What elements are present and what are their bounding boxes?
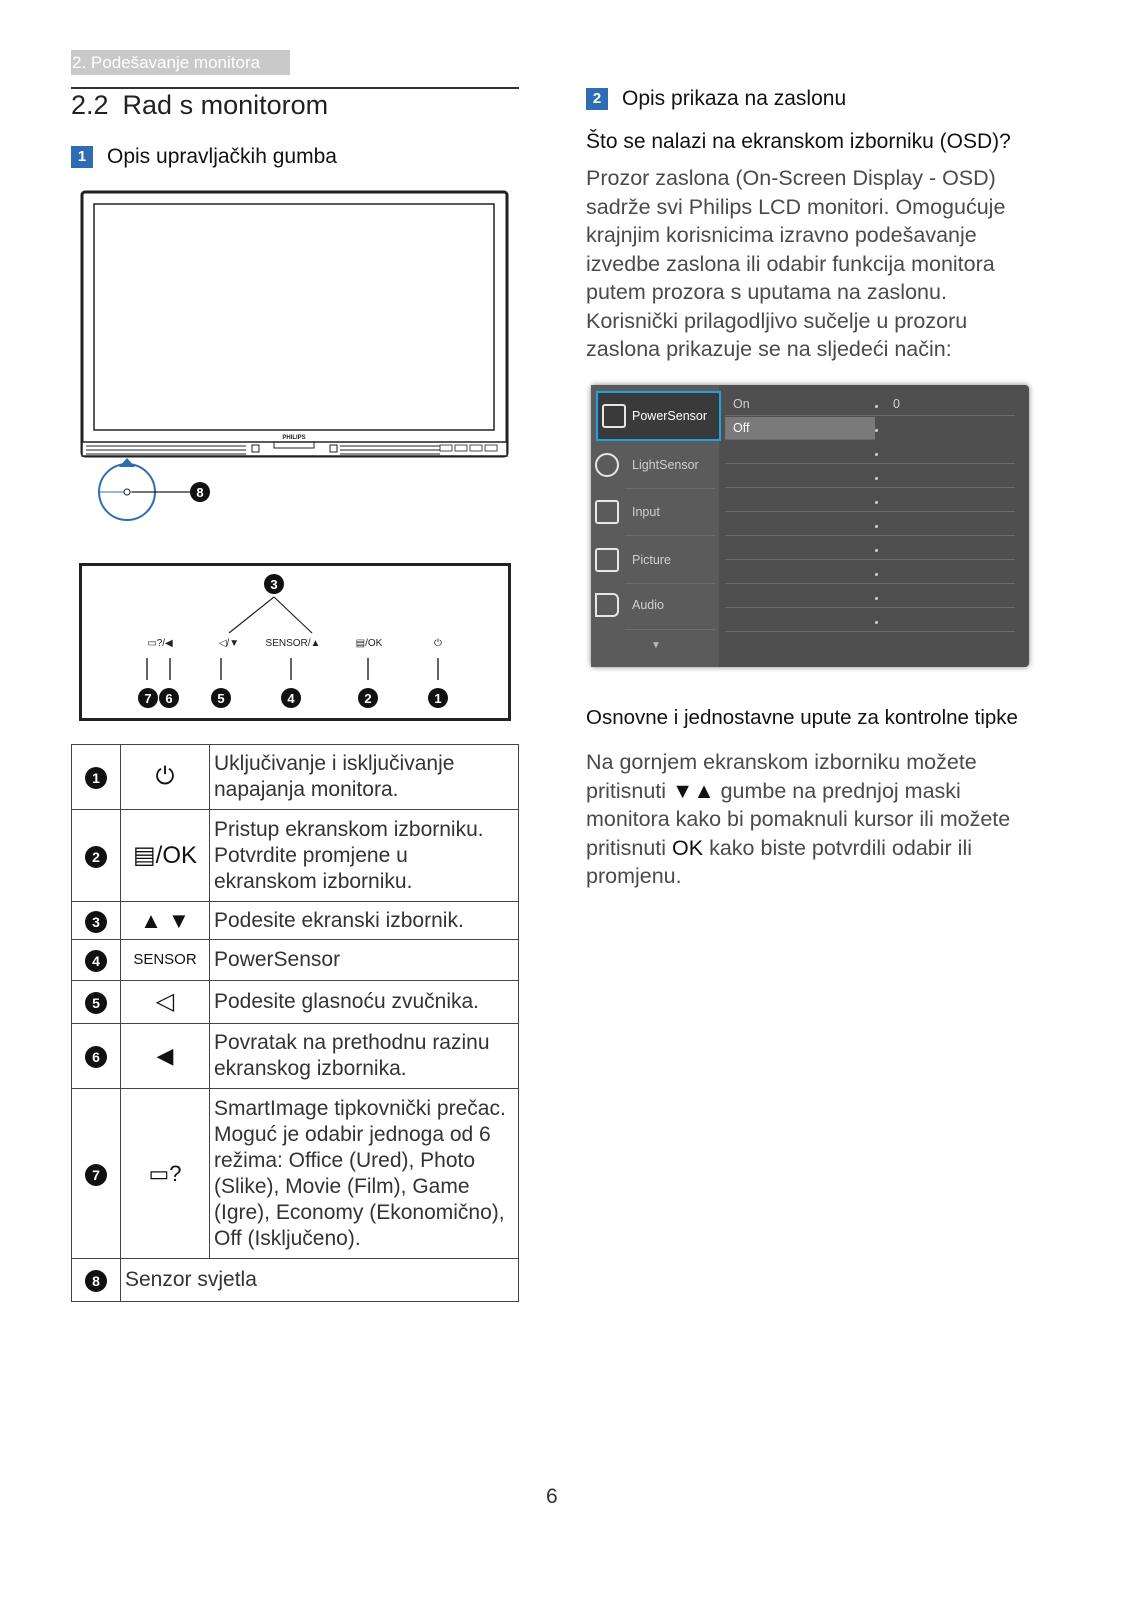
table-row <box>72 940 519 981</box>
osd-dot <box>875 405 878 408</box>
osd-item-input[interactable] <box>591 489 719 535</box>
osd-item-audio[interactable] <box>591 582 719 628</box>
osd-dot <box>875 549 878 552</box>
row-number: 1 <box>85 767 107 789</box>
row-text: Podesite ekranski izbornik. <box>210 902 519 940</box>
subheading-osd <box>586 87 846 111</box>
osd-dot <box>875 597 878 600</box>
osd-item-label: Picture <box>632 553 671 567</box>
panel-label-smartimage: ▭?/◀ <box>147 638 173 649</box>
lightsensor-icon <box>595 453 619 477</box>
button-panel-diagram <box>79 563 511 723</box>
table-row <box>72 981 519 1024</box>
powersensor-icon <box>602 404 626 428</box>
osd-dot <box>875 429 878 432</box>
row-number: 3 <box>85 911 107 933</box>
row-text: Senzor svjetla <box>121 1259 519 1302</box>
table-row <box>72 810 519 902</box>
subheading-badge: 1 <box>71 146 93 168</box>
osd-dot <box>875 501 878 504</box>
basic-instructions-paragraph <box>586 748 1036 891</box>
section-heading <box>71 90 328 121</box>
osd-option-label: On <box>733 397 750 411</box>
osd-empty-row <box>725 561 1015 584</box>
osd-option-on[interactable] <box>725 393 1015 416</box>
row-number: 7 <box>85 1164 107 1186</box>
osd-item-label: Input <box>632 505 660 519</box>
panel-callout-6: 6 <box>165 691 173 706</box>
panel-label-sensor: SENSOR/▲ <box>265 638 321 649</box>
subheading-title: Opis upravljačkih gumba <box>107 145 337 168</box>
table-row <box>72 745 519 810</box>
section-number: 2.2 <box>71 90 109 120</box>
panel-callout-4: 4 <box>287 691 295 706</box>
basic-text-3: kako biste potvrdili odabir ili promjenu. <box>586 835 973 888</box>
row-text: Podesite glasnoću zvučnika. <box>210 981 519 1024</box>
osd-question: Što se nalazi na ekranskom izborniku (OSD)? <box>586 130 1011 153</box>
osd-menu-screenshot <box>591 385 1029 667</box>
osd-divider <box>625 629 715 630</box>
smartimage-icon: ▭? <box>121 1089 210 1259</box>
basic-instructions-heading: Osnovne i jednostavne upute za kontrolne tipke <box>586 706 1018 729</box>
row-text: SmartImage tipkovnički prečac. Moguć je odabir jednoga od 6 režima: Office (Ured), Photo (Slike), Movie (Film), Game (Igre), Economy (Ekonomično), Off (Isključeno). <box>210 1089 519 1259</box>
osd-empty-row <box>725 585 1015 608</box>
osd-option-label: Off <box>733 421 750 435</box>
row-number: 8 <box>85 1270 107 1292</box>
controls-table <box>71 744 519 1302</box>
row-number: 5 <box>85 992 107 1014</box>
panel-callout-2: 2 <box>364 691 372 706</box>
basic-text-1: Na gornjem ekranskom izborniku možete pritisnuti <box>586 750 977 803</box>
osd-item-label: LightSensor <box>632 458 699 472</box>
table-row <box>72 1089 519 1259</box>
input-icon <box>595 500 619 524</box>
chapter-tab-label: 2. Podešavanje monitora <box>72 53 261 72</box>
osd-empty-row <box>725 609 1015 632</box>
subheading-badge: 2 <box>586 88 608 110</box>
picture-icon <box>595 548 619 572</box>
row-text: PowerSensor <box>210 940 519 981</box>
page-number: 6 <box>546 1485 558 1508</box>
row-number: 2 <box>85 846 107 868</box>
osd-empty-row <box>725 513 1015 536</box>
back-arrow-icon: ◀ <box>121 1024 210 1089</box>
osd-empty-row <box>725 537 1015 560</box>
osd-dot <box>875 573 878 576</box>
table-row <box>72 902 519 940</box>
menu-ok-icon: ▤/OK <box>121 810 210 902</box>
osd-dot <box>875 525 878 528</box>
sensor-icon: SENSOR <box>121 940 210 981</box>
row-number: 4 <box>85 950 107 972</box>
up-down-arrows-icon: ▼▲ <box>672 778 715 803</box>
osd-divider <box>625 535 715 536</box>
chapter-tab <box>71 50 290 75</box>
osd-dot <box>875 477 878 480</box>
monitor-brand: PHILIPS <box>282 435 306 441</box>
row-text: Povratak na prethodnu razinu ekranskog izbornika. <box>210 1024 519 1089</box>
power-icon: ⏻ <box>121 745 210 810</box>
panel-callout-7: 7 <box>144 691 152 706</box>
osd-empty-row <box>725 489 1015 512</box>
panel-callout-3: 3 <box>270 577 278 592</box>
table-row <box>72 1024 519 1089</box>
osd-empty-row <box>725 465 1015 488</box>
osd-option-value: 0 <box>893 397 900 411</box>
osd-dot <box>875 453 878 456</box>
osd-empty-row <box>725 441 1015 464</box>
monitor-callout-8: 8 <box>196 485 204 500</box>
osd-item-label: Audio <box>632 598 664 612</box>
panel-label-menu: ▤/OK <box>355 638 383 649</box>
header-rule <box>71 87 519 89</box>
table-row <box>72 1259 519 1302</box>
osd-item-powersensor[interactable] <box>598 393 719 439</box>
basic-text-2: gumbe na prednjoj maski monitora kako bi pomaknuli kursor ili možete pritisnuti <box>586 778 1011 860</box>
osd-scroll-down-icon[interactable]: ▼ <box>651 640 661 651</box>
subheading-title: Opis prikaza na zaslonu <box>622 87 847 110</box>
panel-label-volume: ◁/▼ <box>218 638 240 649</box>
speaker-icon: ◁ <box>121 981 210 1024</box>
monitor-illustration <box>78 188 514 528</box>
speaker-icon <box>595 593 619 617</box>
osd-item-picture[interactable] <box>591 537 719 583</box>
subheading-controls <box>71 145 337 169</box>
row-text: Uključivanje i isključivanje napajanja monitora. <box>210 745 519 810</box>
row-text: Pristup ekranskom izborniku. Potvrdite promjene u ekranskom izborniku. <box>210 810 519 902</box>
row-number: 6 <box>85 1046 107 1068</box>
panel-callout-5: 5 <box>217 691 225 706</box>
ok-label: OK <box>672 835 704 860</box>
osd-option-off[interactable] <box>725 417 875 440</box>
up-down-arrows-icon: ▲ ▼ <box>121 902 210 940</box>
section-title: Rad s monitorom <box>122 90 329 120</box>
panel-callout-1: 1 <box>434 691 442 706</box>
osd-item-lightsensor[interactable] <box>591 442 719 488</box>
osd-item-label: PowerSensor <box>632 409 708 423</box>
osd-paragraph: Prozor zaslona (On-Screen Display - OSD) sadrže svi Philips LCD monitori. Omogućuje krajnjim korisnicima izravno podešavanje izvedbe zaslona ili odabir funkcija monitora putem prozora s uputama na zaslonu. Korisnički prilagodljivo sučelje u prozoru zaslona prikazuje se na sljedeći način: <box>586 166 1006 361</box>
osd-dot <box>875 621 878 624</box>
panel-label-power: ⏻ <box>434 638 442 649</box>
